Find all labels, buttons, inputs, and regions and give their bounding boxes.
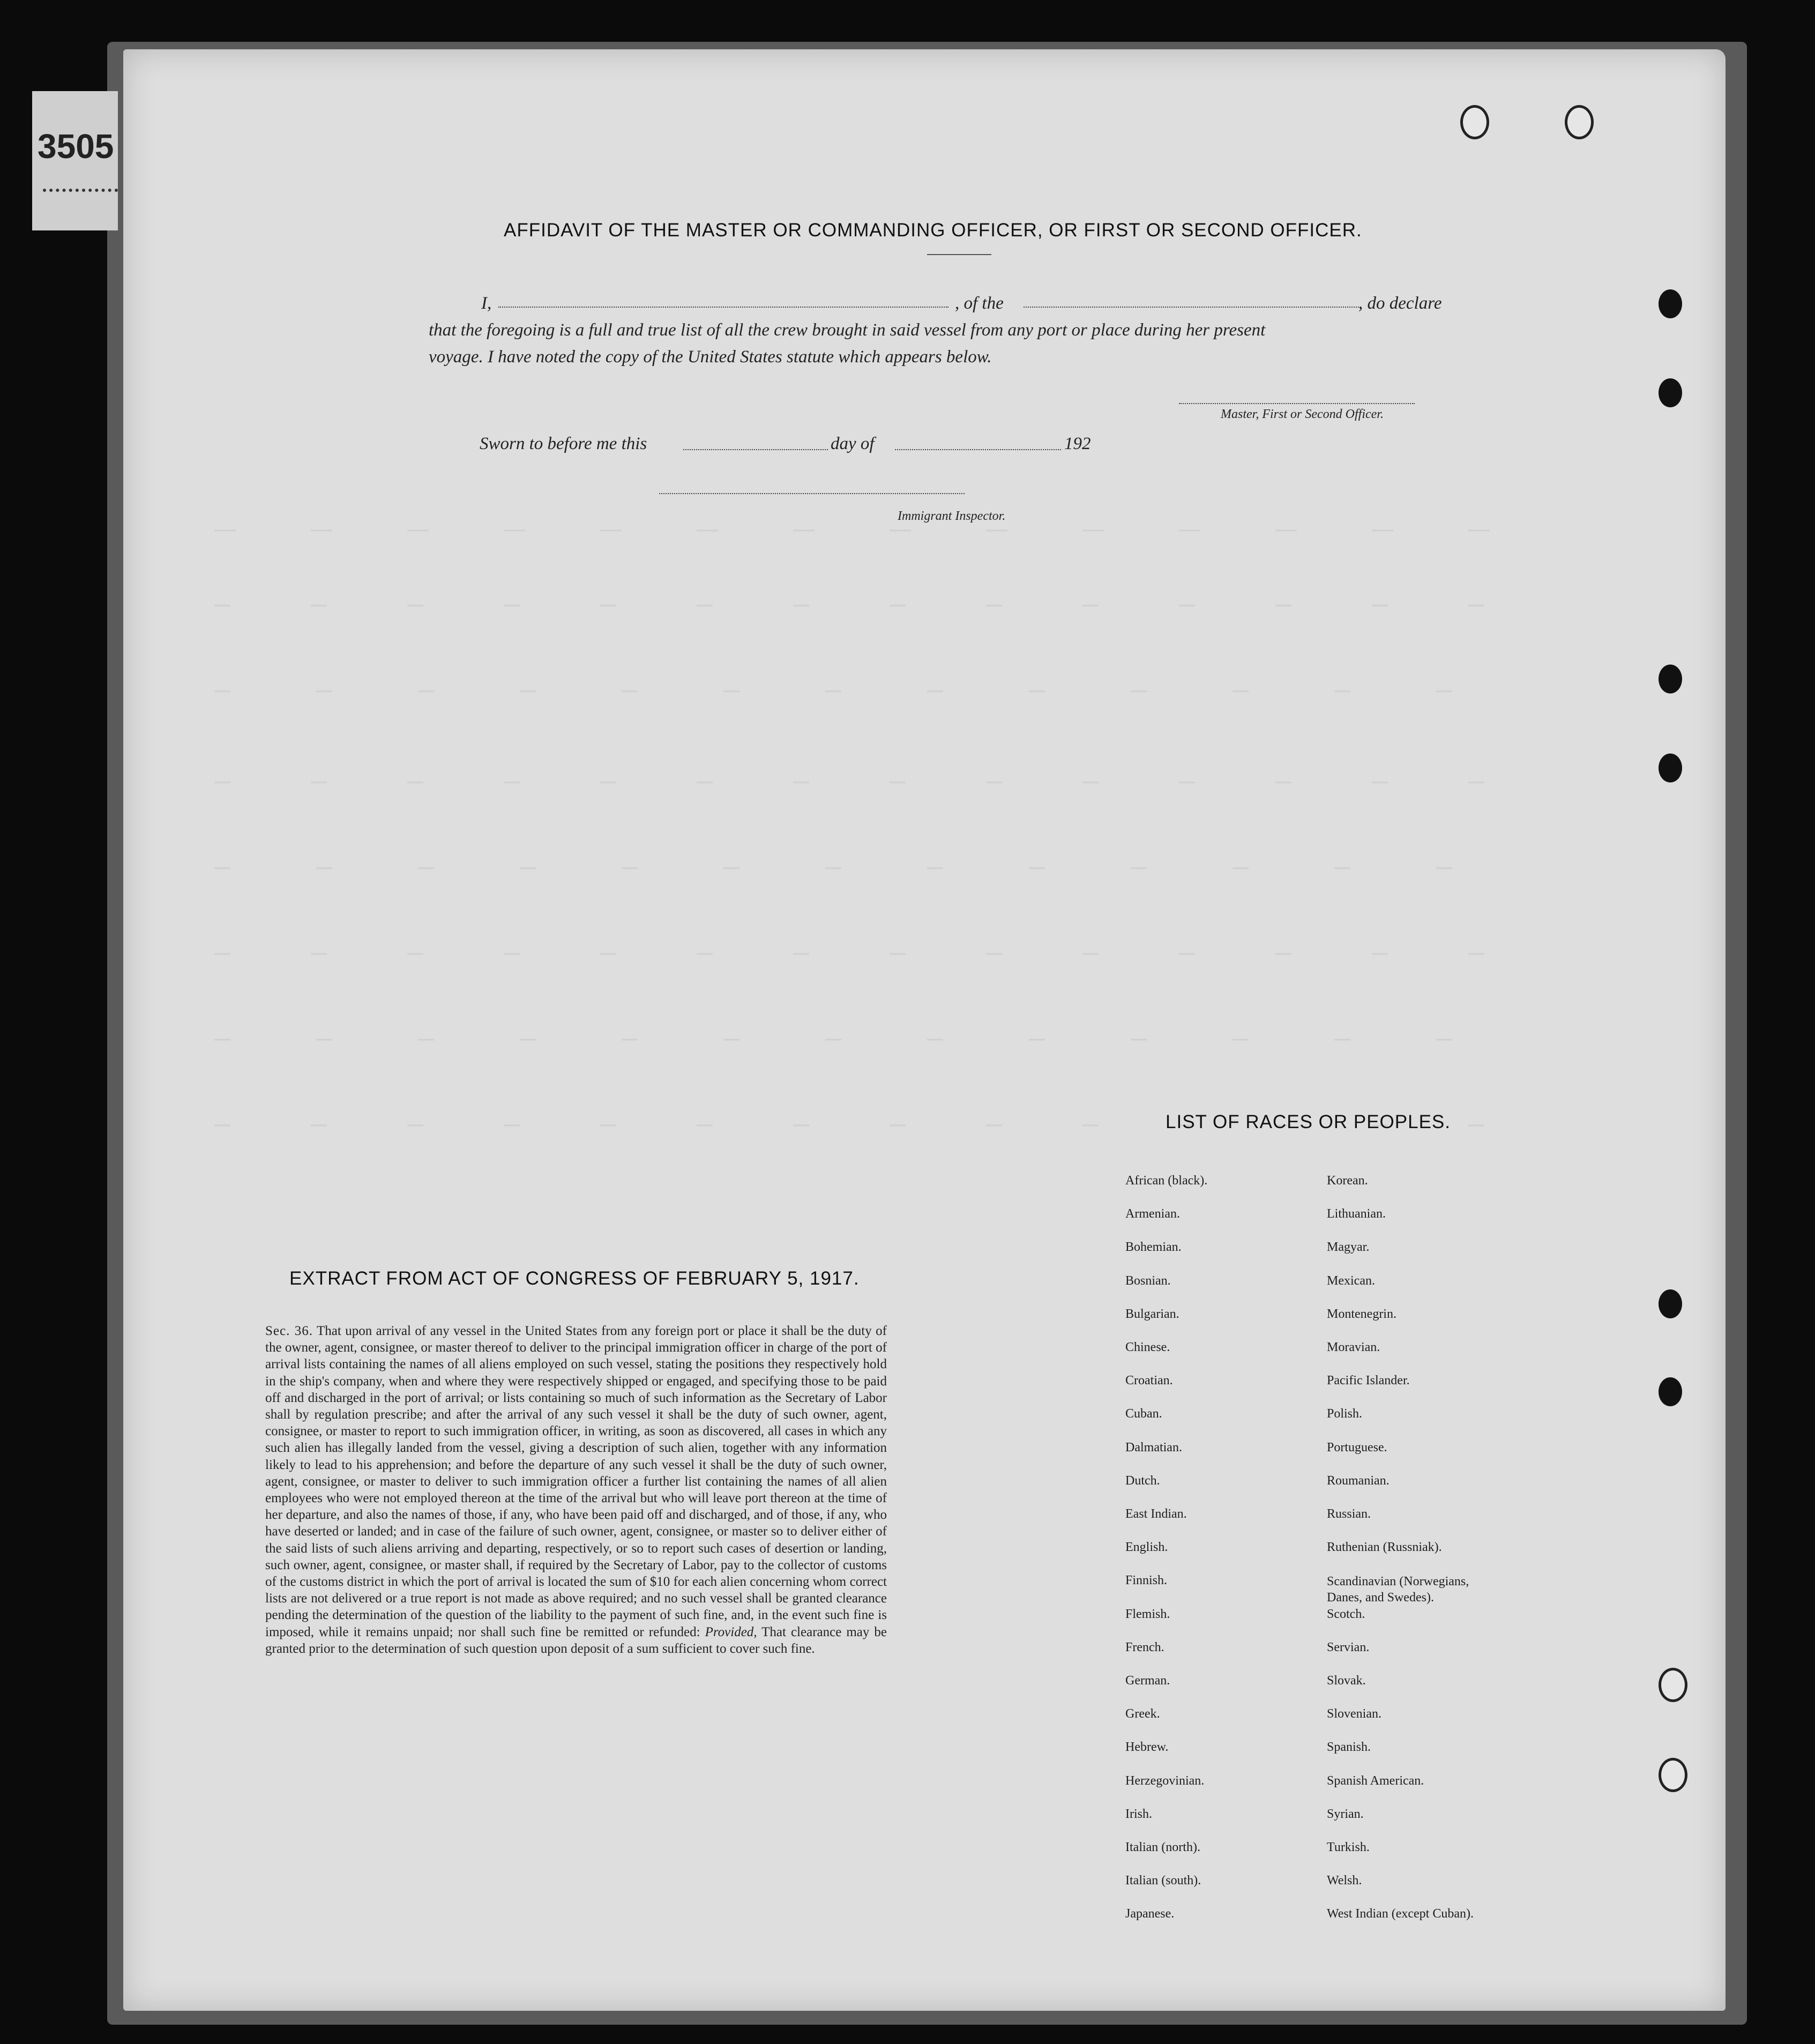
binder-hole-4 xyxy=(1659,754,1682,782)
affidavit-of-the-label: , of the xyxy=(955,294,1004,313)
race-item: Russian. xyxy=(1327,1507,1371,1521)
race-item: English. xyxy=(1125,1540,1168,1555)
race-item: Lithuanian. xyxy=(1327,1207,1386,1221)
sworn-day-blank[interactable] xyxy=(683,449,828,450)
race-item: Irish. xyxy=(1125,1807,1152,1821)
race-item: Servian. xyxy=(1327,1640,1370,1654)
race-item: Italian (south). xyxy=(1125,1874,1201,1888)
binder-hole-3 xyxy=(1659,665,1682,693)
race-item: Italian (north). xyxy=(1125,1840,1200,1854)
race-item: Slovenian. xyxy=(1327,1707,1381,1721)
binder-hole-7 xyxy=(1659,1668,1687,1702)
race-item: Herzegovinian. xyxy=(1125,1773,1205,1788)
race-item: Moravian. xyxy=(1327,1340,1380,1354)
race-item: Japanese. xyxy=(1125,1907,1175,1921)
binder-hole-5 xyxy=(1659,1289,1682,1318)
race-item: Scandinavian (Norwegians, Danes, and Swedes). xyxy=(1327,1575,1469,1605)
extract-title: EXTRACT FROM ACT OF CONGRESS OF FEBRUARY 5, 1917. xyxy=(289,1268,860,1289)
race-item: Syrian. xyxy=(1327,1807,1364,1821)
officer-signature-blank[interactable] xyxy=(1179,403,1415,404)
affidavit-title: AFFIDAVIT OF THE MASTER OR COMMANDING OFFICER, OR FIRST OR SECOND OFFICER. xyxy=(504,220,1362,241)
sworn-label: Sworn to before me this xyxy=(480,434,647,453)
race-item: Dutch. xyxy=(1125,1473,1160,1488)
affidavit-title-rule xyxy=(927,254,991,255)
race-item: Bulgarian. xyxy=(1125,1307,1179,1321)
race-item: Chinese. xyxy=(1125,1340,1170,1354)
affidavit-declaration-line-1: that the foregoing is a full and true list of all the crew brought in said vessel from any port or place during her present xyxy=(429,320,1266,340)
race-item: Armenian. xyxy=(1125,1207,1180,1221)
vessel-name-blank[interactable] xyxy=(1024,307,1361,308)
race-item: Slovak. xyxy=(1327,1674,1366,1688)
binder-hole-top-right xyxy=(1565,105,1594,139)
race-item: Cuban. xyxy=(1125,1407,1162,1421)
race-item: Croatian. xyxy=(1125,1374,1173,1388)
side-strip-dotted-line xyxy=(43,189,118,192)
race-item: Finnish. xyxy=(1125,1573,1168,1588)
year-label: 192 xyxy=(1064,434,1091,453)
officer-signature-caption: Master, First or Second Officer. xyxy=(1221,407,1384,421)
race-item: French. xyxy=(1125,1640,1164,1654)
day-of-label: day of xyxy=(831,434,875,453)
race-item: Korean. xyxy=(1327,1174,1368,1188)
race-item: Magyar. xyxy=(1327,1240,1370,1255)
master-name-blank[interactable] xyxy=(498,307,948,308)
race-item: East Indian. xyxy=(1125,1507,1187,1521)
binder-hole-1 xyxy=(1659,289,1682,318)
race-item: Scotch. xyxy=(1327,1607,1365,1621)
affidavit-do-declare-label: , do declare xyxy=(1358,294,1442,313)
race-item: Hebrew. xyxy=(1125,1740,1169,1755)
race-item: Dalmatian. xyxy=(1125,1440,1182,1454)
race-item: Ruthenian (Russniak). xyxy=(1327,1540,1442,1555)
side-strip-number: 3505 xyxy=(38,127,114,166)
race-item: Portuguese. xyxy=(1327,1440,1387,1454)
race-item: Spanish American. xyxy=(1327,1773,1424,1788)
races-title: LIST OF RACES OR PEOPLES. xyxy=(1166,1111,1451,1132)
sworn-month-blank[interactable] xyxy=(895,449,1061,450)
binder-hole-6 xyxy=(1659,1377,1682,1406)
race-item: Turkish. xyxy=(1327,1840,1370,1854)
race-item: Flemish. xyxy=(1125,1607,1170,1621)
extract-body-text: That upon arrival of any vessel in the United States from any foreign port or place it shall be the duty of the owner, agent, consignee, or master thereof to deliver to the principal immigration officer in charge of the port of arrival lists containing the names of all aliens employed on such vessel, stating the positions they respectively hold in the ship's company, when and where they were respectively shipped or engaged, and specifying those to be paid off and discharged in the port of arrival; or lists containing so much of such information as the Secretary of Labor shall by regulation prescribe; and after the arrival of any such vessel it shall be the duty of such owner, agent, consignee, or master to report to such immigration officer, in writing, as soon as discovered, all cases in which any such alien has illegally landed from the vessel, giving a description of such alien, together with any information likely to lead to his apprehension; and before the departure of any such vessel it shall be the duty of such owner, agent, consignee, or master to deliver to such immigration officer a further list containing the names of all alien employees who were not employed thereon at the time of the arrival but who will leave port thereon at the time of her departure, and also the names of those, if any, who have been paid off and discharged, and of those, if any, who have deserted or landed; and in case of the failure of such owner, agent, consignee, or master so to deliver either of the said lists of such aliens arriving and departing, respectively, or so to report such cases of desertion or landing, such owner, agent, consignee, or master shall, if required by the Secretary of Labor, pay to the collector of customs of the customs district in which the port of arrival is located the sum of $10 for each alien concerning whom correct lists are not delivered or a true report is not made as above required; and no such vessel shall be granted clearance pending the determination of the question of the liability to the payment of such fine, and, in the event such fine is imposed, while it remains unpaid; nor shall such fine be remitted or refunded: xyxy=(265,1324,887,1639)
race-item: Montenegrin. xyxy=(1327,1307,1396,1321)
inspector-signature-blank[interactable] xyxy=(659,493,965,494)
binder-hole-2 xyxy=(1659,378,1682,407)
extract-provided-word: Provided, xyxy=(705,1624,757,1639)
race-item: Roumanian. xyxy=(1327,1473,1390,1488)
race-item: Mexican. xyxy=(1327,1273,1375,1288)
affidavit-declaration-line-2: voyage. I have noted the copy of the United States statute which appears below. xyxy=(429,347,992,367)
inspector-caption: Immigrant Inspector. xyxy=(898,509,1006,523)
race-item: Greek. xyxy=(1125,1707,1160,1721)
race-item: Spanish. xyxy=(1327,1740,1371,1755)
extract-section-label: Sec. 36. xyxy=(265,1324,313,1338)
binder-hole-top-left xyxy=(1460,105,1489,139)
race-item: Bosnian. xyxy=(1125,1273,1171,1288)
binder-hole-8 xyxy=(1659,1758,1687,1792)
affidavit-i-label: I, xyxy=(481,294,492,313)
race-item: Pacific Islander. xyxy=(1327,1374,1410,1388)
race-item: German. xyxy=(1125,1674,1170,1688)
race-item: Bohemian. xyxy=(1125,1240,1182,1255)
extract-body-text-end: That clearance may be granted prior to the determination of such question upon deposit of a sum sufficient to cover such fine. xyxy=(265,1624,887,1656)
extract-section-36-text xyxy=(265,1323,887,1657)
race-item: Polish. xyxy=(1327,1407,1363,1421)
race-item: African (black). xyxy=(1125,1174,1208,1188)
race-item: Welsh. xyxy=(1327,1874,1362,1888)
race-item: West Indian (except Cuban). xyxy=(1327,1907,1474,1921)
